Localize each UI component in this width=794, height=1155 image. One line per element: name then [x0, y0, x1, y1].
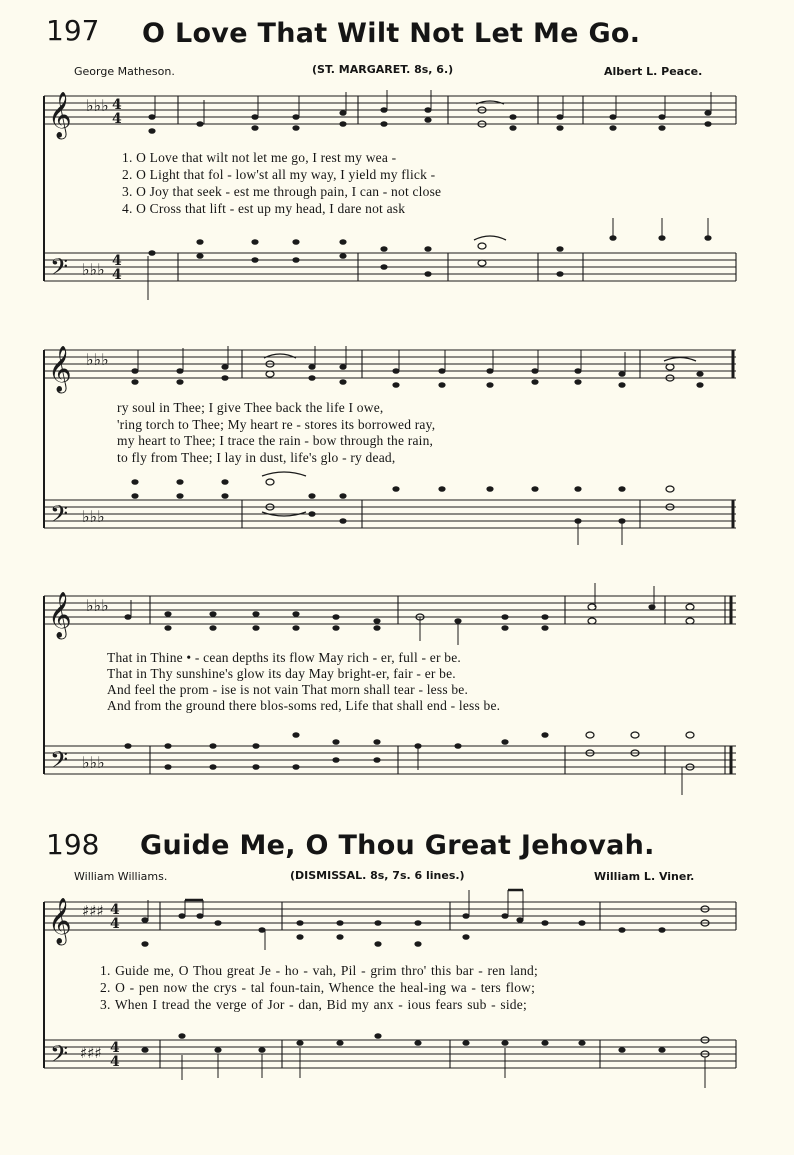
- noteheads: [124, 107, 711, 1053]
- svg-text:4: 4: [110, 902, 120, 918]
- svg-text:𝄢: 𝄢: [50, 1040, 69, 1073]
- svg-text:𝄞: 𝄞: [48, 346, 72, 392]
- verse-line: 3. O Joy that seek - est me through pain, I can - not close: [122, 184, 442, 199]
- bass-staff: [44, 1040, 736, 1068]
- svg-text:♭♭♭: ♭♭♭: [82, 260, 105, 279]
- verse-line: That in Thine • - cean depths its flow May rich - er, full - er be.: [107, 650, 461, 665]
- svg-text:♯♯♯: ♯♯♯: [82, 902, 104, 920]
- svg-text:4: 4: [110, 1054, 120, 1070]
- svg-text:4: 4: [112, 97, 122, 113]
- svg-text:4: 4: [112, 111, 122, 127]
- treble-staff: [44, 350, 736, 378]
- author-credit: George Matheson.: [74, 65, 175, 78]
- svg-text:♭♭♭: ♭♭♭: [86, 596, 109, 615]
- hymn-title: O Love That Wilt Not Let Me Go.: [142, 18, 641, 49]
- svg-text:4: 4: [112, 267, 122, 283]
- treble-clef-icon: [48, 92, 72, 140]
- svg-text:𝄞: 𝄞: [48, 898, 72, 944]
- verse-line: 4. O Cross that lift - est up my head, I dare not ask: [122, 201, 406, 216]
- composer-credit: Albert L. Peace.: [604, 65, 703, 78]
- verse-line: And feel the prom - ise is not vain That morn shall tear - less be.: [107, 682, 469, 697]
- verse-line: 2. O Light that fol - low'st all my way, I yield my flick -: [122, 167, 436, 182]
- verse-line: 'ring torch to Thee; My heart re - stores its borrowed ray,: [117, 417, 436, 432]
- verse-line: 1. O Love that wilt not let me go, I rest my wea -: [122, 150, 397, 165]
- svg-text:4: 4: [110, 1040, 120, 1056]
- svg-text:♭♭♭: ♭♭♭: [86, 96, 109, 115]
- bass-clef-icon: [50, 253, 68, 286]
- svg-text:♭♭♭: ♭♭♭: [82, 753, 105, 772]
- sharp-icon: [82, 902, 104, 920]
- verse-line: That in Thy sunshine's glow its day May bright-er, fair - er be.: [107, 666, 456, 681]
- author-credit: William Williams.: [74, 870, 168, 883]
- svg-text:♯♯♯: ♯♯♯: [80, 1044, 102, 1062]
- verse-line: ry soul in Thee; I give Thee back the life I owe,: [117, 400, 384, 415]
- svg-text:𝄞: 𝄞: [48, 592, 72, 638]
- flat-icon: [86, 96, 109, 115]
- svg-text:𝄢: 𝄢: [50, 500, 69, 533]
- verse-line: my heart to Thee; I trace the rain - bow through the rain,: [117, 433, 434, 448]
- hymn-title: Guide Me, O Thou Great Jehovah.: [140, 830, 655, 861]
- svg-text:𝄢: 𝄢: [50, 746, 69, 779]
- svg-text:4: 4: [112, 253, 122, 269]
- treble-staff: [44, 96, 736, 124]
- composer-credit: William L. Viner.: [594, 870, 695, 883]
- svg-text:𝄢: 𝄢: [50, 253, 69, 286]
- verse-line: 2. O - pen now the crys - tal foun-tain, Whence the heal-ing wa - ters flow;: [100, 980, 536, 995]
- hymn-number: 198: [46, 828, 100, 861]
- verse-line: 1. Guide me, O Thou great Je - ho - vah, Pil - grim thro' this bar - ren land;: [100, 963, 538, 978]
- tune-name: (ST. MARGARET. 8s, 6.): [312, 63, 454, 76]
- svg-text:♭♭♭: ♭♭♭: [82, 507, 105, 526]
- verse-line: to fly from Thee; I lay in dust, life's glo - ry dead,: [117, 450, 396, 465]
- verse-line: 3. When I tread the verge of Jor - dan, Bid my anx - ious fears sub - side;: [100, 997, 527, 1012]
- verse-line: And from the ground there blos-soms red, Life that shall end - less be.: [107, 698, 501, 713]
- treble-staff: [44, 596, 736, 624]
- svg-text:𝄞: 𝄞: [48, 92, 72, 138]
- hymn-number: 197: [46, 14, 100, 47]
- svg-text:4: 4: [110, 916, 120, 932]
- tune-name: (DISMISSAL. 8s, 7s. 6 lines.): [290, 869, 465, 882]
- svg-text:♭♭♭: ♭♭♭: [86, 350, 109, 369]
- bass-staff: [44, 500, 736, 528]
